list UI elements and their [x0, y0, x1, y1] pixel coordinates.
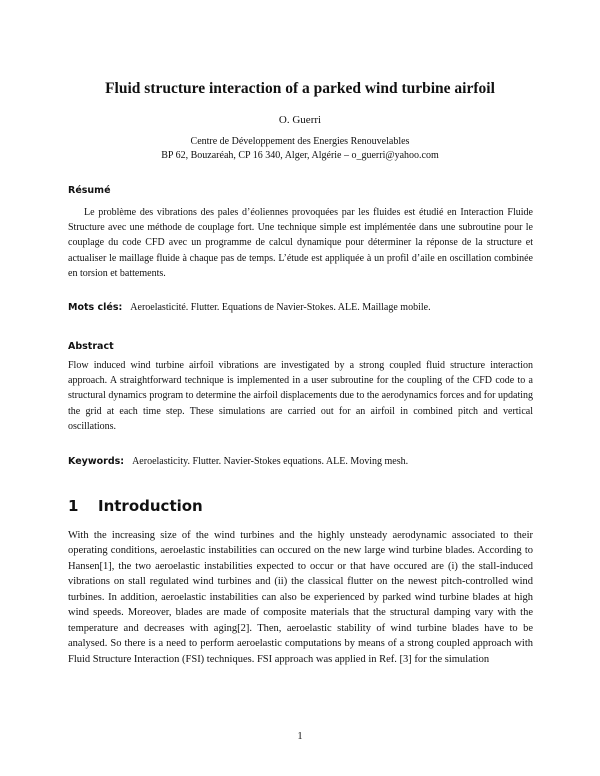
section-title: Introduction: [98, 497, 203, 515]
keywords-label: Keywords:: [68, 456, 125, 467]
affiliation-line-1: Centre de Développement des Energies Renouvelables: [190, 136, 410, 147]
page-number: 1: [297, 731, 303, 742]
section-heading: [68, 497, 203, 515]
abstract-heading: Abstract: [68, 341, 114, 352]
mots-cles-label: Mots clés:: [68, 302, 123, 313]
keywords-line: [68, 456, 408, 467]
resume-text: Le problème des vibrations des pales d’éoliennes provoquées par les fluides est étudié en Interaction Fluide Structure avec une méthode de couplage fort. Une technique simple est implémentée dans une subroutine pour le couplage du code CFD avec un programme de calcul dynamique pour déterminer la réponse de la structure et actualiser le maillage fluide à chaque pas de temps. L’étude est appliquée à un profil d’aile en oscillation combinée en torsion et battements.: [68, 207, 533, 279]
mots-cles-line: [68, 302, 431, 313]
resume-heading: Résumé: [68, 185, 111, 196]
section-number: 1: [68, 497, 79, 515]
mots-cles-text: Aeroelasticité. Flutter. Equations de Navier-Stokes. ALE. Maillage mobile.: [130, 302, 431, 313]
introduction-text: With the increasing size of the wind turbines and the highly unsteady aerodynamic associated to their operating conditions, aeroelastic instabilities can occured on the new large wind turbine blades. According to Hansen[1], the two aeroelastic instabilities expected to occur or that have occured are (i) the stall-induced vibrations on stall regulated wind turbines and (ii) the classical flutter on the newest pitch-controlled wind turbines. In addition, aeroelastic instabilities can also be experienced by parked wind turbine blades at high wind speeds. Moreover, blades are made of composite materials that the structural damping vary with the temperature and decreases with aging[2]. Then, aeroelastic stability of wind turbine blades have to be analysed. So there is a need to perform aeroelastic computations by means of a strong coupled approach with Fluid Structure Interaction (FSI) techniques. FSI approach was applied in Ref. [3] for the simulation: [68, 530, 533, 665]
paper-title: Fluid structure interaction of a parked wind turbine airfoil: [105, 80, 495, 97]
abstract-text: Flow induced wind turbine airfoil vibrations are investigated by a strong coupled fluid structure interaction approach. A straightforward technique is implemented in a user subroutine for the coupling of the CFD code to a structural dynamics program to determine the airfoil displacements due to the aerodynamics forces and for updating the grid at each time step. These simulations are carried out for an airfoil in combined pitch and vertical oscillations.: [68, 360, 533, 432]
author-name: O. Guerri: [278, 114, 322, 126]
affiliation-line-2: BP 62, Bouzaréah, CP 16 340, Alger, Algérie – o_guerri@yahoo.com: [161, 150, 439, 161]
keywords-text: Aeroelasticity. Flutter. Navier-Stokes equations. ALE. Moving mesh.: [132, 456, 409, 467]
